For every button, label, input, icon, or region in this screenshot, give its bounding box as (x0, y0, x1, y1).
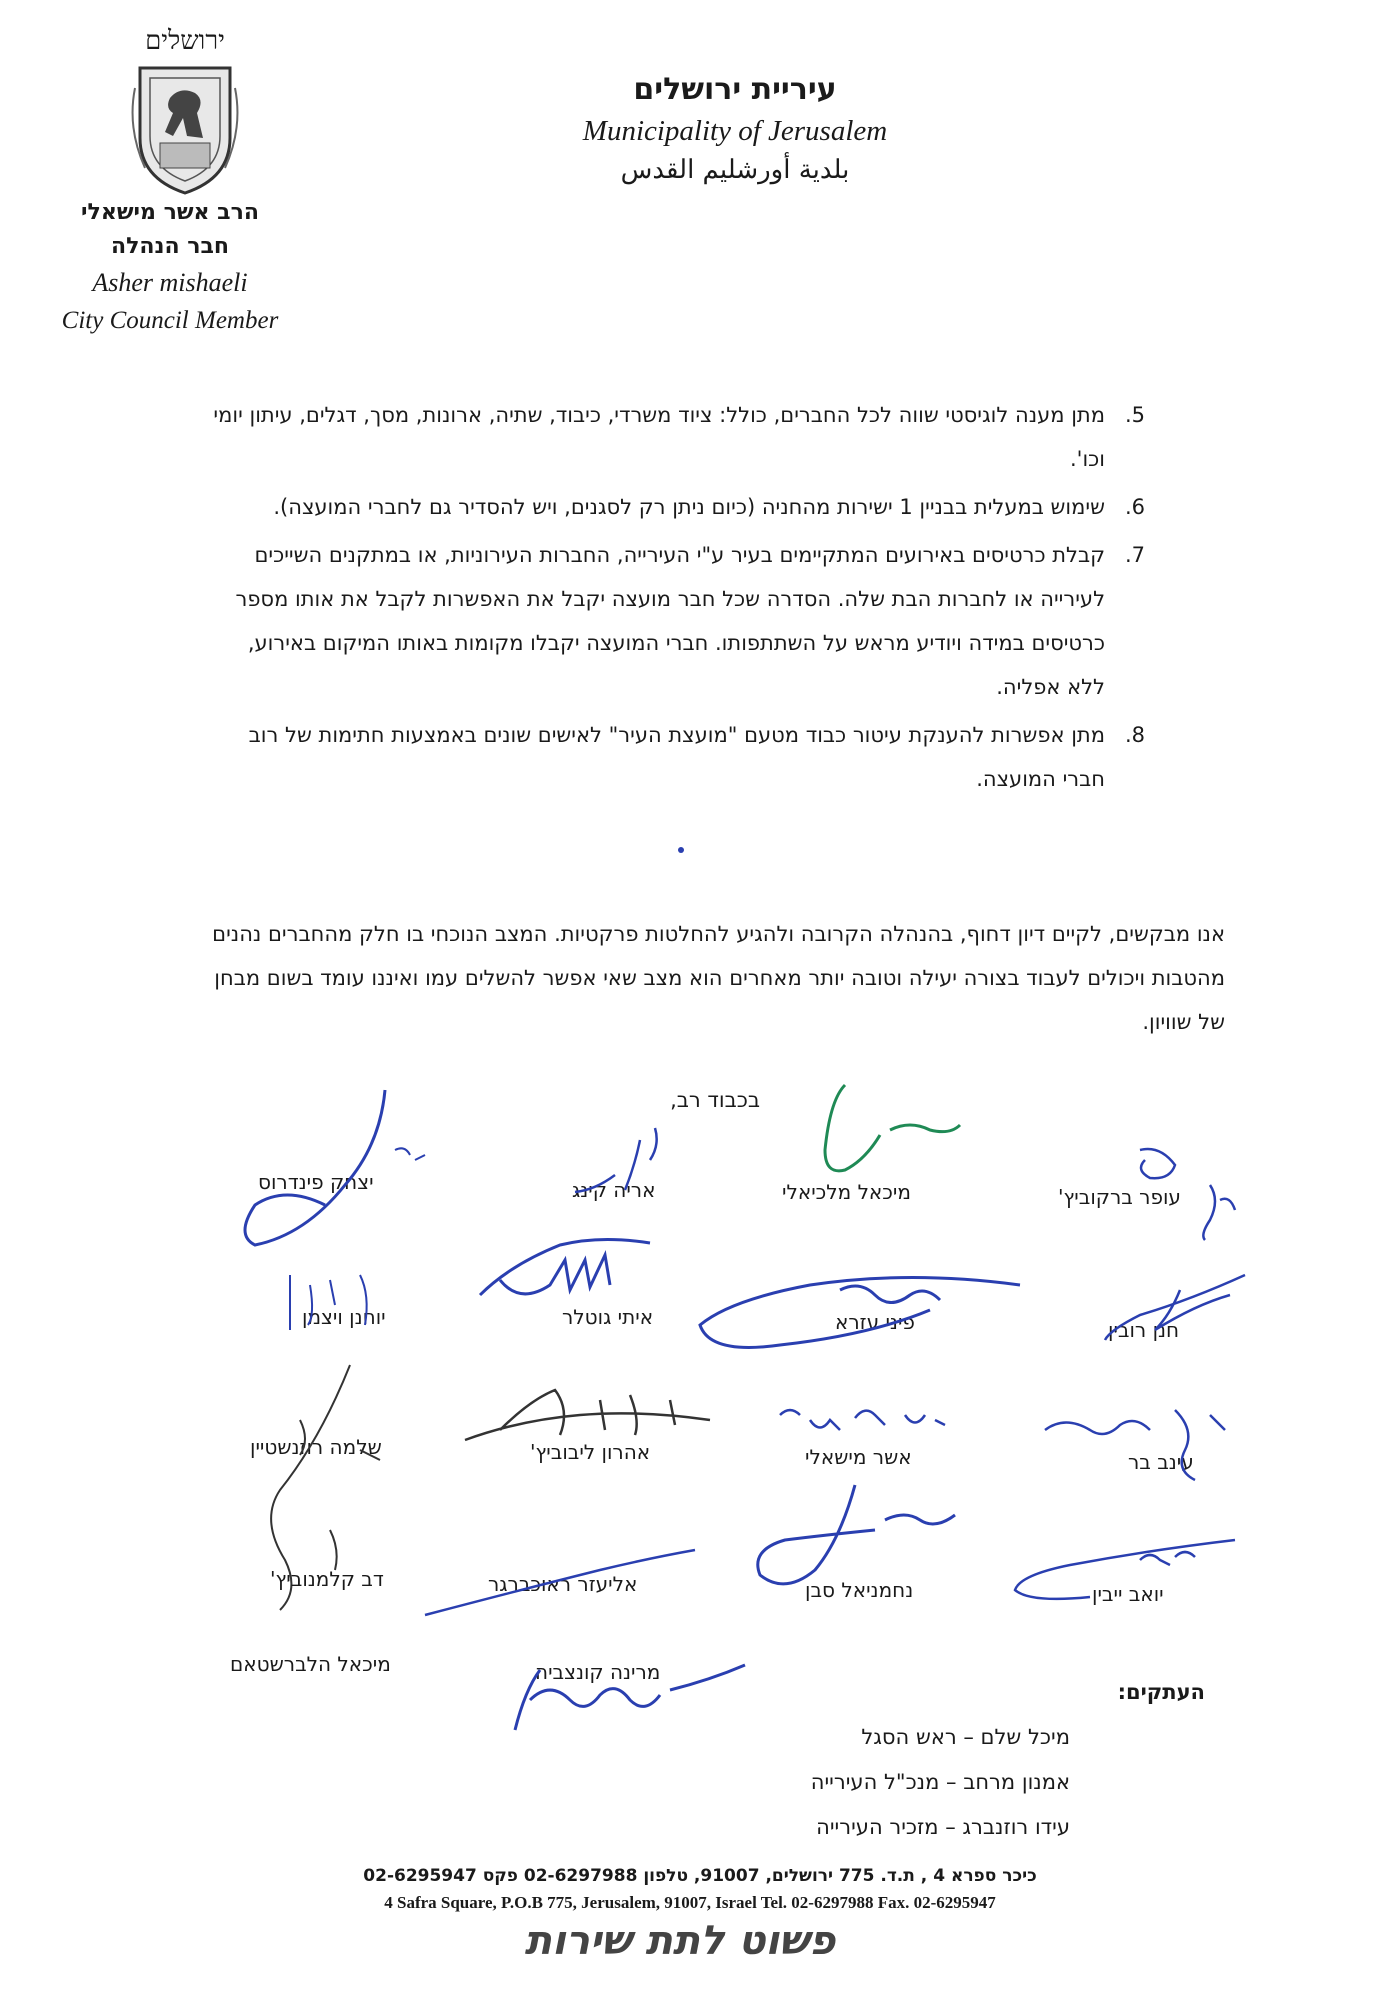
signature-drawing (745, 1480, 965, 1600)
list-item-number: 7. (1124, 543, 1145, 567)
signatory-name: יואב ייבין (1092, 1582, 1164, 1606)
signature-drawing (690, 1265, 1030, 1360)
signatory-name: שלמה רוזנשטיין (250, 1435, 382, 1459)
closing-greeting: בכבוד רב, (670, 1088, 760, 1112)
list-item (205, 713, 1145, 801)
signatory-name: אהרון ליבוביץ' (530, 1440, 651, 1464)
signatory-name: איתי גוטלר (562, 1305, 654, 1329)
copies-title: העתקים: (1117, 1680, 1205, 1704)
council-member-block (40, 196, 300, 340)
signatory-name: יוחנן ויצמן (302, 1305, 386, 1329)
signature-drawing (1035, 1400, 1235, 1490)
copies-item: מיכל שלם – ראש הסגל (861, 1725, 1070, 1749)
ink-dot (678, 847, 684, 853)
signatory-name: אריה קינג (572, 1178, 656, 1202)
member-role-en: City Council Member (61, 307, 279, 334)
signature-drawing (770, 1080, 970, 1190)
list-item-text: מתן אפשרות להענקת עיטור כבוד מטעם "מועצת העיר" לאישים שונים באמצעות חתימות של רוב חברי המועצה. (248, 723, 1105, 791)
signature-drawing (420, 1540, 700, 1620)
municipality-name-ar: بلدية أورشليم القدس (620, 155, 850, 185)
request-paragraph: אנו מבקשים, לקיים דיון דחוף, בהנהלה הקרובה ולהגיע להחלטות פרקטיות. המצב הנוכחי בו חלק מהחברים נהנים מהטבות ויכולים לעבוד בצורה יעילה וטובה יותר מאחרים הוא מצב שאי אפשר להשלים עמו ואיננו עומד בשום מבחן של שוויון. (212, 922, 1225, 1034)
signature-drawing (460, 1380, 720, 1460)
list-item (205, 533, 1145, 709)
signatory-name: מרינה קונצביה (535, 1660, 661, 1684)
signatory-name: פיני עזרא (835, 1310, 915, 1334)
list-item (205, 393, 1145, 481)
signature-drawing (775, 1400, 955, 1455)
signature-drawing (1060, 1140, 1260, 1240)
signature-drawing (470, 1225, 700, 1335)
signatory-name: נחמניאל סבן (805, 1578, 914, 1602)
signature-drawing (280, 1265, 420, 1335)
copies-item: אמנון מרחב – מנכ"ל העירייה (810, 1770, 1070, 1794)
signatory-name: מיכאל הלברשטאם (230, 1652, 391, 1676)
member-name-en: Asher mishaeli (92, 268, 248, 297)
copies-block (720, 1670, 1205, 1850)
signatory-name: מיכאל מלכיאלי (782, 1180, 911, 1204)
municipality-name-he: עיריית ירושלים (633, 72, 837, 107)
list-item-text: קבלת כרטיסים באירועים המתקיימים בעיר ע"י העירייה, החברות העירוניות, או במתקנים השייכים לעירייה או לחברות הבת שלה. הסדרה שכל חבר מועצה יקבל את האפשרות לקבל את אותו מספר כרטיסים במידה ויודיע מראש על השתתפותו. חברי המועצה יקבלו מקומות באותו המיקום באירוע, ללא אפליה. (235, 543, 1105, 699)
signature-drawing (1100, 1270, 1250, 1350)
signatory-name: אליעזר ראוכברגר (488, 1572, 638, 1596)
municipality-heading (540, 70, 930, 188)
signatory-name: אשר מישאלי (805, 1445, 912, 1469)
footer-slogan: פשוט לתת שירות (524, 1918, 836, 1964)
signatory-name: דב קלמנוביץ' (270, 1567, 384, 1591)
copies-item: עידו רוזנברג – מזכיר העירייה (816, 1815, 1070, 1839)
list-item-number: 8. (1124, 723, 1145, 747)
member-role-he: חבר הנהלה (110, 234, 230, 259)
signature-drawing (1010, 1535, 1240, 1605)
list-item-text: מתן מענה לוגיסטי שווה לכל החברים, כולל: ציוד משרדי, כיבוד, שתיה, ארונות, מסך, דגלים, עיתון יומי וכו'. (213, 403, 1105, 471)
request-list (205, 393, 1145, 801)
footer-address-en: 4 Safra Square, P.O.B 775, Jerusalem, 91007, Israel Tel. 02-6297988 Fax. 02-6295947 (384, 1893, 996, 1912)
signatory-name: חנן רובין (1108, 1318, 1180, 1342)
footer-address-he: כיכר ספרא 4 , ת.ד. 775 ירושלים, 91007, טלפון 02-6297988 פקס 02-6295947 (363, 1866, 1037, 1886)
signatory-name: עופר ברקוביץ' (1058, 1185, 1181, 1209)
member-name-he: הרב אשר מישאלי (81, 200, 259, 225)
municipality-name-en: Municipality of Jerusalem (582, 115, 888, 147)
list-item (205, 485, 1145, 529)
list-item-number: 5. (1124, 403, 1145, 427)
signature-drawing (500, 1640, 750, 1740)
jerusalem-emblem-logo (125, 58, 245, 198)
signature-drawing (235, 1085, 435, 1255)
emblem-city-name: ירושלים (145, 26, 225, 56)
signature-drawing (565, 1120, 695, 1200)
list-item-text: שימוש במעלית בבניין 1 ישירות מהחניה (כיום ניתן רק לסגנים, ויש להסדיר גם לחברי המועצה). (273, 495, 1105, 519)
signatory-name: עינב בר (1128, 1450, 1194, 1474)
signatory-name: יצחק פינדרוס (258, 1170, 374, 1194)
list-item-number: 6. (1124, 495, 1145, 519)
